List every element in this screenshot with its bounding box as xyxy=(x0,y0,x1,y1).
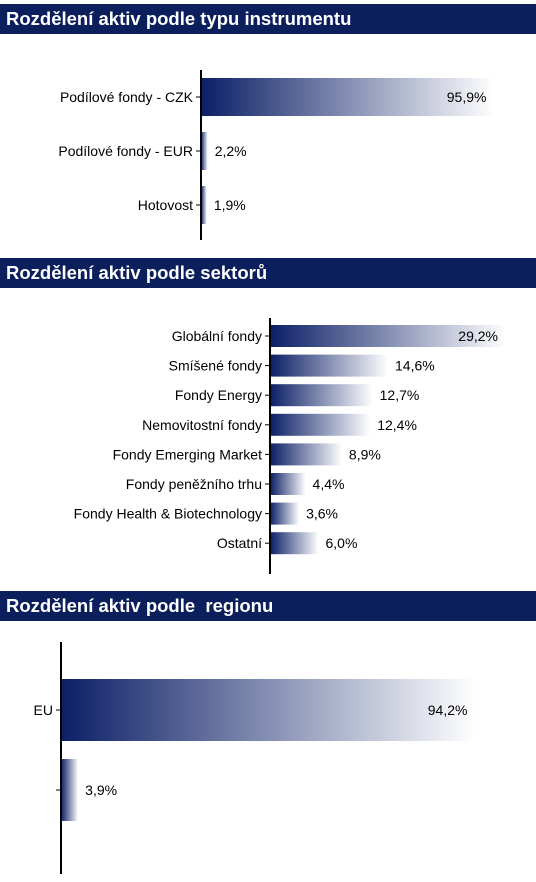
category-label: Fondy Energy xyxy=(174,387,262,404)
category-label: Podílové fondy - CZK xyxy=(59,89,193,105)
data-label: 8,9% xyxy=(348,446,381,463)
category-label: Smíšené fondy xyxy=(168,357,262,374)
data-label: 12,7% xyxy=(379,387,420,404)
chart-region xyxy=(0,622,536,882)
category-label: Globální fondy xyxy=(171,328,262,344)
data-label: 3,6% xyxy=(306,505,339,522)
chart-title-sector: Rozdělení aktiv podle sektorů xyxy=(0,258,536,288)
data-label: 3,9% xyxy=(85,782,118,798)
data-label: 6,0% xyxy=(325,535,358,552)
data-label: 95,9% xyxy=(446,89,487,105)
bar-7 xyxy=(270,532,318,554)
data-label: 94,2% xyxy=(427,702,468,718)
data-label: 4,4% xyxy=(312,476,345,492)
chart-title-instrument: Rozdělení aktiv podle typu instrumentu xyxy=(0,4,536,34)
category-label: Fondy peněžního trhu xyxy=(125,476,262,492)
data-label: 1,9% xyxy=(213,197,246,213)
bar-5 xyxy=(270,473,306,495)
data-label: 14,6% xyxy=(395,357,435,374)
bar-0 xyxy=(61,679,475,741)
bar-1 xyxy=(201,132,208,170)
chart-title-region: Rozdělení aktiv podle regionu xyxy=(0,591,536,621)
chart-instrument xyxy=(0,34,536,246)
bar-1 xyxy=(61,759,78,821)
category-label: Fondy Emerging Market xyxy=(112,446,262,463)
bar-2 xyxy=(270,384,373,406)
category-label: EU xyxy=(33,702,53,718)
category-label: Podílové fondy - EUR xyxy=(58,143,193,159)
chart-sector xyxy=(0,288,536,582)
data-label: 29,2% xyxy=(458,328,498,344)
bar-4 xyxy=(270,443,342,465)
category-label: Nemovitostní fondy xyxy=(142,416,262,433)
data-label: 2,2% xyxy=(214,143,247,159)
category-label: Hotovost xyxy=(137,197,193,213)
category-label: Ostatní xyxy=(216,535,262,552)
bar-3 xyxy=(270,414,370,436)
category-label: Fondy Health & Biotechnology xyxy=(73,505,262,522)
bar-6 xyxy=(270,503,299,525)
bar-1 xyxy=(270,355,388,377)
data-label: 12,4% xyxy=(377,416,417,433)
